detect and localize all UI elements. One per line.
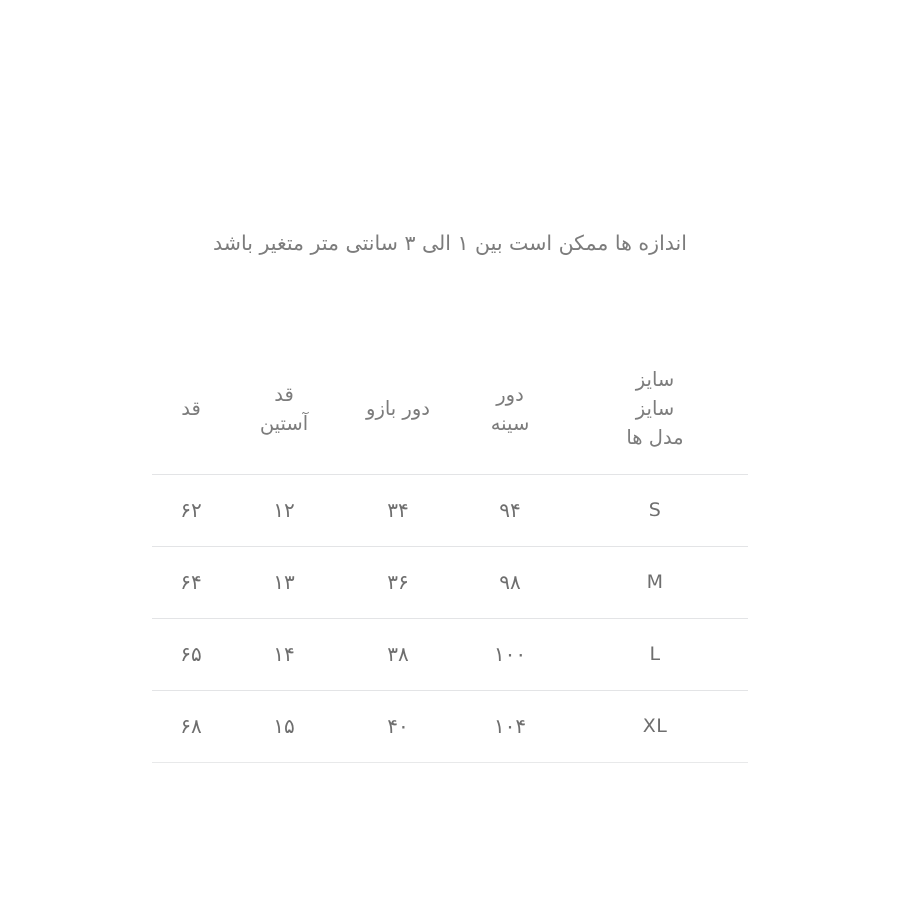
column-header-sleeve-line-2: آستین bbox=[259, 411, 309, 435]
cell-chest: ۱۰۰ bbox=[458, 618, 562, 690]
column-header-length bbox=[152, 358, 230, 474]
cell-sleeve: ۱۴ bbox=[230, 618, 338, 690]
table-row bbox=[152, 474, 748, 546]
measurement-tolerance-notice: اندازه ها ممکن است بین ۱ الی ۳ سانتی متر متغیر باشد bbox=[213, 231, 687, 255]
cell-size: L bbox=[562, 618, 748, 690]
column-header-size-line-3: مدل ها bbox=[626, 426, 684, 450]
table-row bbox=[152, 618, 748, 690]
column-header-arm-line-1: دور بازو bbox=[366, 397, 430, 421]
cell-sleeve: ۱۳ bbox=[230, 546, 338, 618]
size-chart-table bbox=[152, 358, 748, 763]
column-header-length-line-1: قد bbox=[181, 397, 201, 421]
column-header-size-line-1: سایز bbox=[635, 368, 675, 392]
cell-size: XL bbox=[562, 690, 748, 762]
cell-arm: ۳۴ bbox=[338, 474, 458, 546]
column-header-arm bbox=[338, 358, 458, 474]
cell-arm: ۴۰ bbox=[338, 690, 458, 762]
column-header-chest bbox=[458, 358, 562, 474]
cell-size: S bbox=[562, 474, 748, 546]
cell-arm: ۳۸ bbox=[338, 618, 458, 690]
cell-arm: ۳۶ bbox=[338, 546, 458, 618]
cell-length: ۶۴ bbox=[152, 546, 230, 618]
column-header-size bbox=[562, 358, 748, 474]
cell-length: ۶۲ bbox=[152, 474, 230, 546]
cell-chest: ۹۸ bbox=[458, 546, 562, 618]
cell-size: M bbox=[562, 546, 748, 618]
cell-length: ۶۵ bbox=[152, 618, 230, 690]
column-header-chest-line-2: سینه bbox=[490, 411, 530, 435]
size-table-container bbox=[152, 358, 748, 763]
column-header-sleeve-length bbox=[230, 358, 338, 474]
table-row bbox=[152, 690, 748, 762]
cell-sleeve: ۱۲ bbox=[230, 474, 338, 546]
cell-sleeve: ۱۵ bbox=[230, 690, 338, 762]
column-header-sleeve-line-1: قد bbox=[274, 382, 294, 406]
cell-chest: ۱۰۴ bbox=[458, 690, 562, 762]
table-header-row bbox=[152, 358, 748, 474]
table-header bbox=[152, 358, 748, 474]
cell-length: ۶۸ bbox=[152, 690, 230, 762]
table-body bbox=[152, 474, 748, 762]
column-header-size-line-2: سایز bbox=[635, 397, 675, 421]
column-header-chest-line-1: دور bbox=[496, 382, 524, 406]
table-row bbox=[152, 546, 748, 618]
cell-chest: ۹۴ bbox=[458, 474, 562, 546]
